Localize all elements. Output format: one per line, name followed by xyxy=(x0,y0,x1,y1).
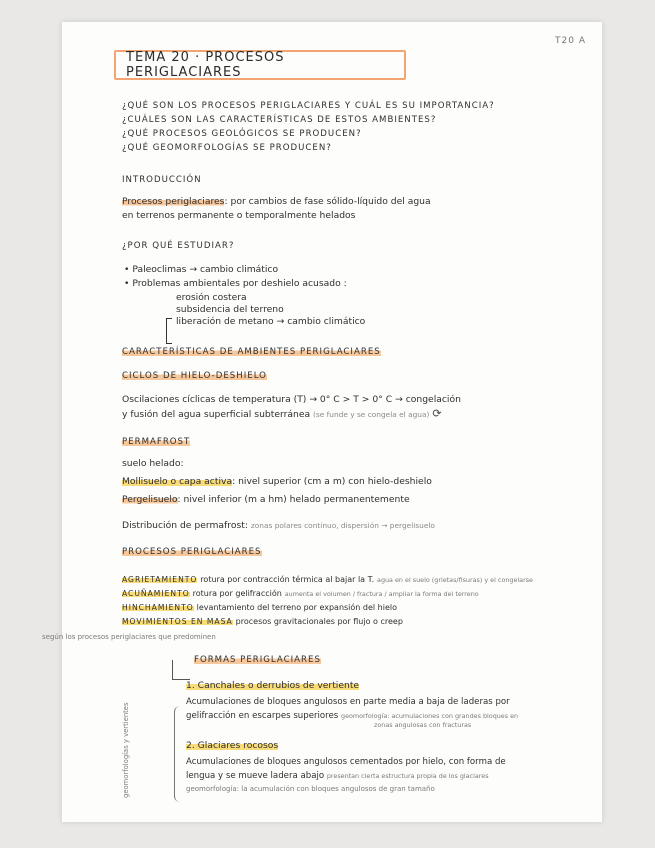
page-title-box xyxy=(114,50,406,80)
page-title: TEMA 20 · PROCESOS PERIGLACIARES xyxy=(126,50,285,80)
sub-metano: liberación de metano → cambio climático xyxy=(176,316,366,327)
ambientes-heading-text: CARACTERÍSTICAS DE AMBIENTES PERIGLACIARES xyxy=(122,347,381,357)
pergelisuelo-term: Pergelisuelo xyxy=(122,494,178,505)
proceso-note: agua en el suelo (grietas/fisuras) y el congelarse xyxy=(377,576,533,584)
forma-1-heading xyxy=(186,680,359,692)
definition-line-2: en terrenos permanente o temporalmente helados xyxy=(122,210,356,221)
proceso-term: HINCHAMIENTO xyxy=(122,603,194,612)
distribucion-label: Distribución de permafrost: xyxy=(122,520,248,531)
proceso-term: ACUÑAMIENTO xyxy=(122,589,190,598)
pergelisuelo-line xyxy=(122,494,410,506)
proceso-text: procesos gravitacionales por flujo o creep xyxy=(235,617,403,626)
formas-heading-text: FORMAS PERIGLACIARES xyxy=(194,655,321,665)
forma-2-heading xyxy=(186,740,278,752)
forma-2-line-2 xyxy=(186,770,489,782)
forma-2-line-2-text: lengua y se mueve ladera abajo xyxy=(186,771,325,781)
page-id: T20 A xyxy=(555,36,586,46)
proceso-term: AGRIETAMIENTO xyxy=(122,575,198,584)
permafrost-heading-text: PERMAFROST xyxy=(122,437,191,447)
proceso-text: levantamiento del terreno por expansión del hielo xyxy=(196,603,398,612)
intro-heading: INTRODUCCIÓN xyxy=(122,175,202,185)
pergelisuelo-text: : nivel inferior (m a hm) helado permanentemente xyxy=(177,494,410,505)
question-4: ¿QUÉ GEOMORFOLOGÍAS SE PRODUCEN? xyxy=(122,143,332,153)
question-1: ¿QUÉ SON LOS PROCESOS PERIGLACIARES Y CUÁL ES SU IMPORTANCIA? xyxy=(122,101,495,111)
sub-bracket xyxy=(166,318,172,344)
definition-term: Procesos periglaciares xyxy=(122,196,225,207)
proceso-note: aumenta el volumen / fractura / ampliar la forma del terreno xyxy=(284,590,479,598)
proceso-hinchamiento xyxy=(122,602,397,614)
ambientes-heading xyxy=(122,346,381,358)
procesos-heading-text: PROCESOS PERIGLACIARES xyxy=(122,547,262,557)
formas-brace xyxy=(174,706,183,802)
bullet-problemas: • Problemas ambientales por deshielo acusado : xyxy=(124,278,347,289)
mollisuelo-text: : nivel superior (cm a m) con hielo-deshielo xyxy=(232,476,432,487)
ciclos-heading-text: CICLOS DE HIELO-DESHIELO xyxy=(122,371,267,381)
forma-2-note: presentan cierta estructura propia de los glaciares xyxy=(326,772,489,780)
procesos-heading xyxy=(122,546,262,558)
forma-1-line-2-text: gelifracción en escarpes superiores xyxy=(186,711,339,721)
proceso-agrietamiento xyxy=(122,574,533,586)
proceso-text: rotura por gelifracción xyxy=(192,589,282,598)
proceso-movimientos xyxy=(122,616,403,628)
proceso-term: MOVIMIENTOS EN MASA xyxy=(122,617,233,626)
link-note: según los procesos periglaciares que predominen xyxy=(42,633,216,641)
forma-2-line-3: geomorfología: la acumulación con bloques angulosos de gran tamaño xyxy=(186,785,435,793)
forma-1-heading-text: 1. Canchales o derrubios de vertiente xyxy=(186,680,360,691)
forma-1-note-1: geomorfología: acumulaciones con grandes bloques en xyxy=(341,712,519,720)
ciclos-line-1: Oscilaciones cíclicas de temperatura (T) → 0° C > T > 0° C → congelación xyxy=(122,394,461,405)
suelo-helado: suelo helado: xyxy=(122,458,184,469)
bullet-paleoclimas: • Paleoclimas → cambio climático xyxy=(124,264,279,275)
distribucion-text: zonas polares continuo, dispersión → pergelisuelo xyxy=(250,521,435,530)
ciclos-note: (se funde y se congela el agua) xyxy=(313,410,430,419)
question-2: ¿CUÁLES SON LAS CARACTERÍSTICAS DE ESTOS AMBIENTES? xyxy=(122,115,437,125)
forma-1-note-2: zonas angulosas con fracturas xyxy=(374,721,472,729)
mollisuelo-line xyxy=(122,476,432,488)
sub-erosion: erosión costera xyxy=(176,292,247,303)
ciclos-heading xyxy=(122,370,267,382)
proceso-text: rotura por contracción térmica al bajar la T. xyxy=(200,575,375,584)
definition-text-1: : por cambios de fase sólido-líquido del agua xyxy=(224,196,431,207)
link-arrow-vertical xyxy=(172,660,173,680)
sub-subsidencia: subsidencia del terreno xyxy=(176,304,284,315)
definition-line-1 xyxy=(122,196,431,208)
distribucion-line xyxy=(122,520,435,532)
forma-1-line-1: Acumulaciones de bloques angulosos en parte media a baja de laderas por xyxy=(186,697,510,707)
permafrost-heading xyxy=(122,436,190,448)
proceso-acunamiento xyxy=(122,588,479,600)
why-study: ¿POR QUÉ ESTUDIAR? xyxy=(122,241,235,251)
cycle-arrows-icon: ⟳ xyxy=(432,407,442,420)
vertical-note: geomorfologías y vertientes xyxy=(122,702,130,798)
notes-page xyxy=(42,22,602,822)
question-3: ¿QUÉ PROCESOS GEOLÓGICOS SE PRODUCEN? xyxy=(122,129,362,139)
forma-2-heading-text: 2. Glaciares rocosos xyxy=(186,740,279,751)
ciclos-line-2-text: y fusión del agua superficial subterránea xyxy=(122,409,311,420)
forma-2-line-1: Acumulaciones de bloques angulosos cementados por hielo, con forma de xyxy=(186,757,506,767)
ciclos-line-2 xyxy=(122,408,442,421)
mollisuelo-term: Mollisuelo o capa activa xyxy=(122,476,233,487)
formas-heading xyxy=(194,654,321,666)
